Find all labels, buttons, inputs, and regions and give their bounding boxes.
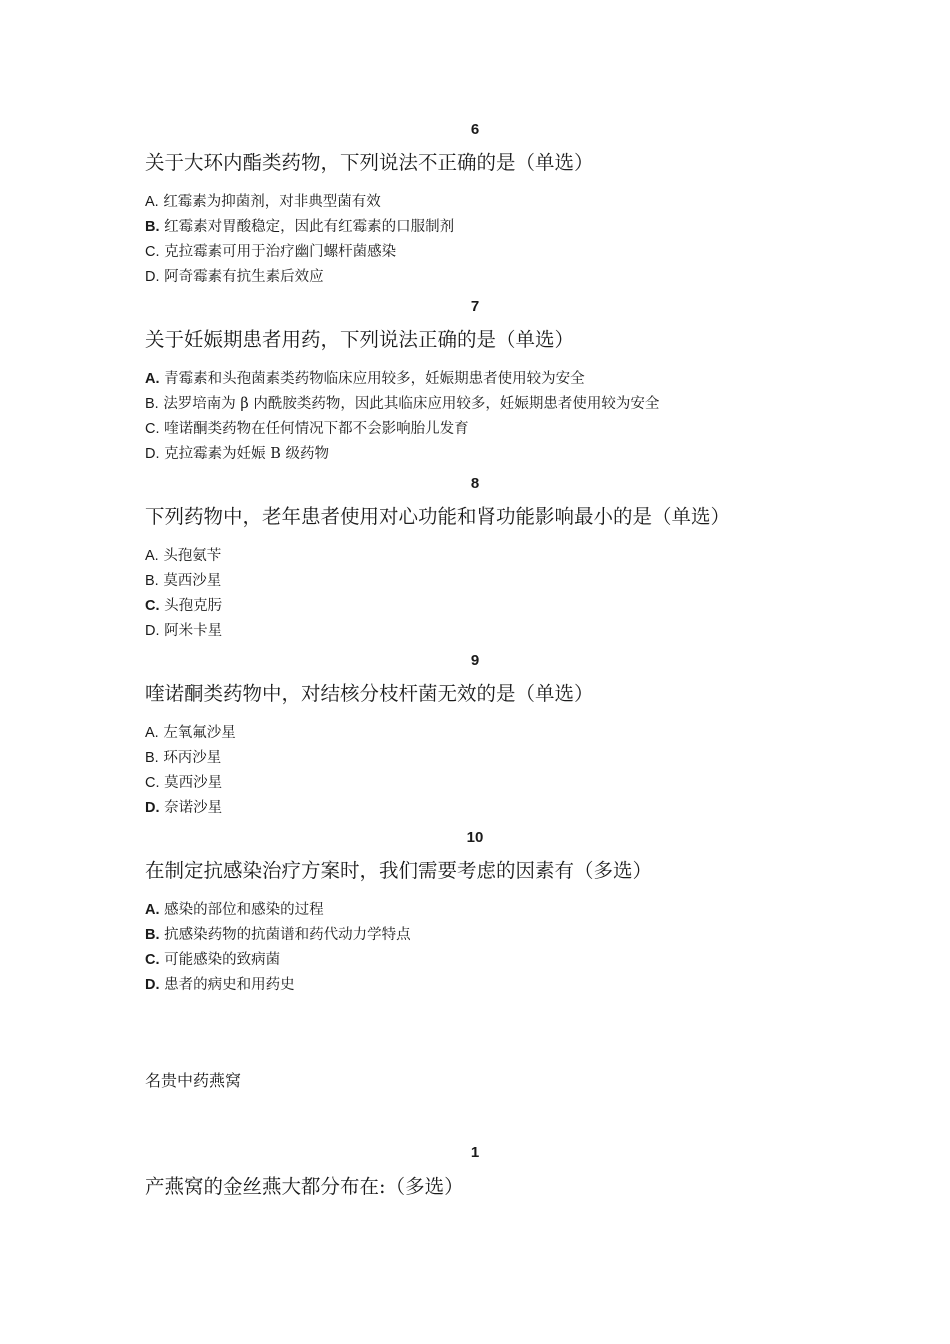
option-letter: B. xyxy=(145,219,160,235)
option-item xyxy=(145,596,222,616)
option-letter: C. xyxy=(145,775,160,791)
option-letter: B. xyxy=(145,396,159,412)
option-item xyxy=(145,394,659,414)
option-item xyxy=(145,798,222,818)
option-item xyxy=(145,773,222,793)
question-number: 9 xyxy=(470,652,480,669)
option-text: 奈诺沙星 xyxy=(164,800,223,816)
question-number: 6 xyxy=(470,121,480,138)
option-text: 阿米卡星 xyxy=(164,623,223,639)
option-text: 喹诺酮类药物在任何情况下都不会影响胎儿发育 xyxy=(164,421,469,437)
option-letter: D. xyxy=(145,623,160,639)
option-letter: D. xyxy=(145,800,160,816)
question-text: 关于大环内酯类药物，下列说法不正确的是（单选） xyxy=(145,151,594,174)
option-letter: C. xyxy=(145,952,160,968)
option-item xyxy=(145,925,411,945)
question-text: 产燕窝的金丝燕大都分布在:（多选） xyxy=(145,1175,464,1198)
question-text: 下列药物中，老年患者使用对心功能和肾功能影响最小的是（单选） xyxy=(145,505,731,528)
option-item xyxy=(145,192,381,212)
option-text: 环丙沙星 xyxy=(163,750,222,766)
option-item xyxy=(145,242,396,262)
option-item xyxy=(145,900,324,920)
option-item xyxy=(145,950,280,970)
option-text: 头孢克肟 xyxy=(164,598,223,614)
option-item xyxy=(145,723,236,743)
option-text: 抗感染药物的抗菌谱和药代动力学特点 xyxy=(164,927,411,943)
option-item xyxy=(145,975,295,995)
option-item xyxy=(145,546,221,566)
option-item xyxy=(145,419,469,439)
option-item xyxy=(145,369,585,389)
question-text: 关于妊娠期患者用药，下列说法正确的是（单选） xyxy=(145,328,575,351)
option-letter: D. xyxy=(145,977,160,993)
option-item xyxy=(145,571,221,591)
option-letter: D. xyxy=(145,269,160,285)
option-text: 莫西沙星 xyxy=(164,775,223,791)
option-text: 感染的部位和感染的过程 xyxy=(164,902,324,918)
question-text: 在制定抗感染治疗方案时，我们需要考虑的因素有（多选） xyxy=(145,859,653,882)
option-letter: A. xyxy=(145,902,160,918)
option-letter: C. xyxy=(145,598,160,614)
option-letter: C. xyxy=(145,244,160,260)
option-item xyxy=(145,217,454,237)
option-text: 患者的病史和用药史 xyxy=(164,977,295,993)
option-item xyxy=(145,444,329,464)
option-text: 青霉素和头孢菌素类药物临床应用较多，妊娠期患者使用较为安全 xyxy=(164,371,585,387)
section-title: 名贵中药燕窝 xyxy=(145,1071,242,1090)
option-text: 红霉素为抑菌剂，对非典型菌有效 xyxy=(163,194,381,210)
option-letter: C. xyxy=(145,421,160,437)
option-item xyxy=(145,267,324,287)
option-text: 左氧氟沙星 xyxy=(163,725,236,741)
option-letter: A. xyxy=(145,725,159,741)
option-text: 克拉霉素为妊娠 B 级药物 xyxy=(164,446,329,462)
option-letter: D. xyxy=(145,446,160,462)
option-text: 阿奇霉素有抗生素后效应 xyxy=(164,269,324,285)
option-text: 红霉素对胃酸稳定，因此有红霉素的口服制剂 xyxy=(164,219,455,235)
option-item xyxy=(145,748,221,768)
option-letter: A. xyxy=(145,194,159,210)
option-text: 可能感染的致病菌 xyxy=(164,952,281,968)
option-item xyxy=(145,621,222,641)
option-text: 克拉霉素可用于治疗幽门螺杆菌感染 xyxy=(164,244,397,260)
question-number: 7 xyxy=(470,298,480,315)
question-number: 8 xyxy=(470,475,480,492)
option-letter: A. xyxy=(145,548,159,564)
question-number: 1 xyxy=(470,1144,480,1161)
option-text: 莫西沙星 xyxy=(163,573,222,589)
option-letter: B. xyxy=(145,927,160,943)
option-letter: B. xyxy=(145,573,159,589)
question-text: 喹诺酮类药物中，对结核分枝杆菌无效的是（单选） xyxy=(145,682,594,705)
option-letter: B. xyxy=(145,750,159,766)
question-number: 10 xyxy=(466,829,484,846)
option-text: 头孢氨苄 xyxy=(163,548,222,564)
option-letter: A. xyxy=(145,371,160,387)
option-text: 法罗培南为 β 内酰胺类药物，因此其临床应用较多，妊娠期患者使用较为安全 xyxy=(163,396,660,412)
